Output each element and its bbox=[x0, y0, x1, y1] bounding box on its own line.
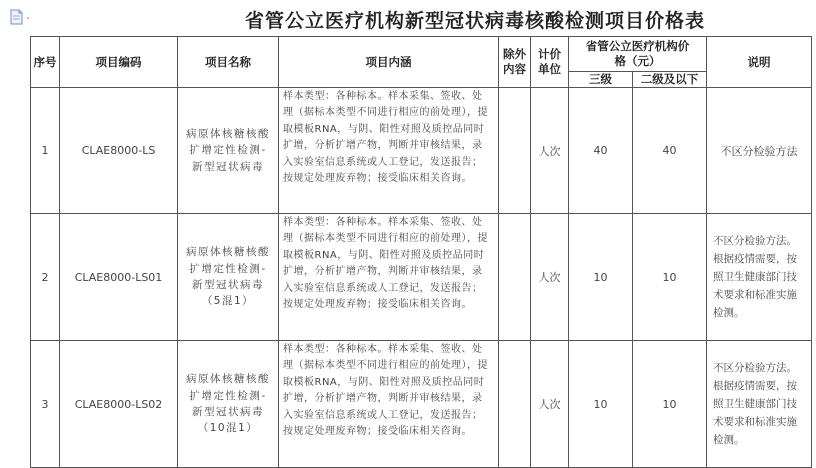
header-excluded: 除外内容 bbox=[499, 37, 531, 88]
row-level2-price: 10 bbox=[633, 214, 707, 341]
row-level3-price: 40 bbox=[569, 88, 633, 214]
row-content: 样本类型：各种标本。样本采集、签收、处理（据标本类型不同进行相应的前处理），提取模板RNA，与阴、阳性对照及质控品同时扩增，分析扩增产物，判断并审核结果，录入实验室信息系统或人工登记，发送报告；按规定处理废弃物；接受临床相关咨询。 bbox=[279, 341, 499, 468]
row-unit: 人次 bbox=[531, 341, 569, 468]
page-title: 省管公立医疗机构新型冠状病毒核酸检测项目价格表 bbox=[244, 10, 705, 32]
header-name: 项目名称 bbox=[178, 37, 279, 88]
row-content: 样本类型：各种标本。样本采集、签收、处理（据标本类型不同进行相应的前处理），提取模板RNA，与阴、阳性对照及质控品同时扩增，分析扩增产物，判断并审核结果，录入实验室信息系统或人工登记，发送报告；按规定处理废弃物；接受临床相关咨询。 bbox=[279, 88, 499, 214]
row-code: CLAE8000-LS01 bbox=[60, 214, 178, 341]
row-seq: 3 bbox=[31, 341, 60, 468]
row-name: 病原体核糖核酸扩增定性检测-新型冠状病毒（5混1） bbox=[178, 214, 279, 341]
header-price-group: 省管公立医疗机构价格（元） bbox=[569, 37, 707, 72]
header-level3: 三级 bbox=[569, 72, 633, 88]
header-level2: 二级及以下 bbox=[633, 72, 707, 88]
row-seq: 2 bbox=[31, 214, 60, 341]
row-excluded bbox=[499, 88, 531, 214]
row-note: 不区分检验方法。根据疫情需要，按照卫生健康部门技术要求和标准实施检测。 bbox=[707, 341, 812, 468]
row-unit: 人次 bbox=[531, 214, 569, 341]
row-name: 病原体核糖核酸扩增定性检测-新型冠状病毒 bbox=[178, 88, 279, 214]
row-unit: 人次 bbox=[531, 88, 569, 214]
row-note: 不区分检验方法。根据疫情需要，按照卫生健康部门技术要求和标准实施检测。 bbox=[707, 214, 812, 341]
header-note: 说明 bbox=[707, 37, 812, 88]
header-code: 项目编码 bbox=[60, 37, 178, 88]
row-level3-price: 10 bbox=[569, 341, 633, 468]
row-name: 病原体核糖核酸扩增定性检测-新型冠状病毒（10混1） bbox=[178, 341, 279, 468]
document-icon bbox=[8, 9, 32, 27]
row-level2-price: 40 bbox=[633, 88, 707, 214]
row-note: 不区分检验方法 bbox=[707, 88, 812, 214]
table-row bbox=[31, 88, 812, 214]
row-excluded bbox=[499, 341, 531, 468]
row-level3-price: 10 bbox=[569, 214, 633, 341]
row-code: CLAE8000-LS bbox=[60, 88, 178, 214]
table-row bbox=[31, 341, 812, 468]
header-content: 项目内涵 bbox=[279, 37, 499, 88]
row-seq: 1 bbox=[31, 88, 60, 214]
header-seq: 序号 bbox=[31, 37, 60, 88]
row-level2-price: 10 bbox=[633, 341, 707, 468]
price-table bbox=[30, 36, 812, 468]
table-row bbox=[31, 214, 812, 341]
row-code: CLAE8000-LS02 bbox=[60, 341, 178, 468]
row-content: 样本类型：各种标本。样本采集、签收、处理（据标本类型不同进行相应的前处理），提取模板RNA，与阴、阳性对照及质控品同时扩增，分析扩增产物，判断并审核结果，录入实验室信息系统或人工登记，发送报告；按规定处理废弃物；接受临床相关咨询。 bbox=[279, 214, 499, 341]
header-unit: 计价单位 bbox=[531, 37, 569, 88]
row-excluded bbox=[499, 214, 531, 341]
